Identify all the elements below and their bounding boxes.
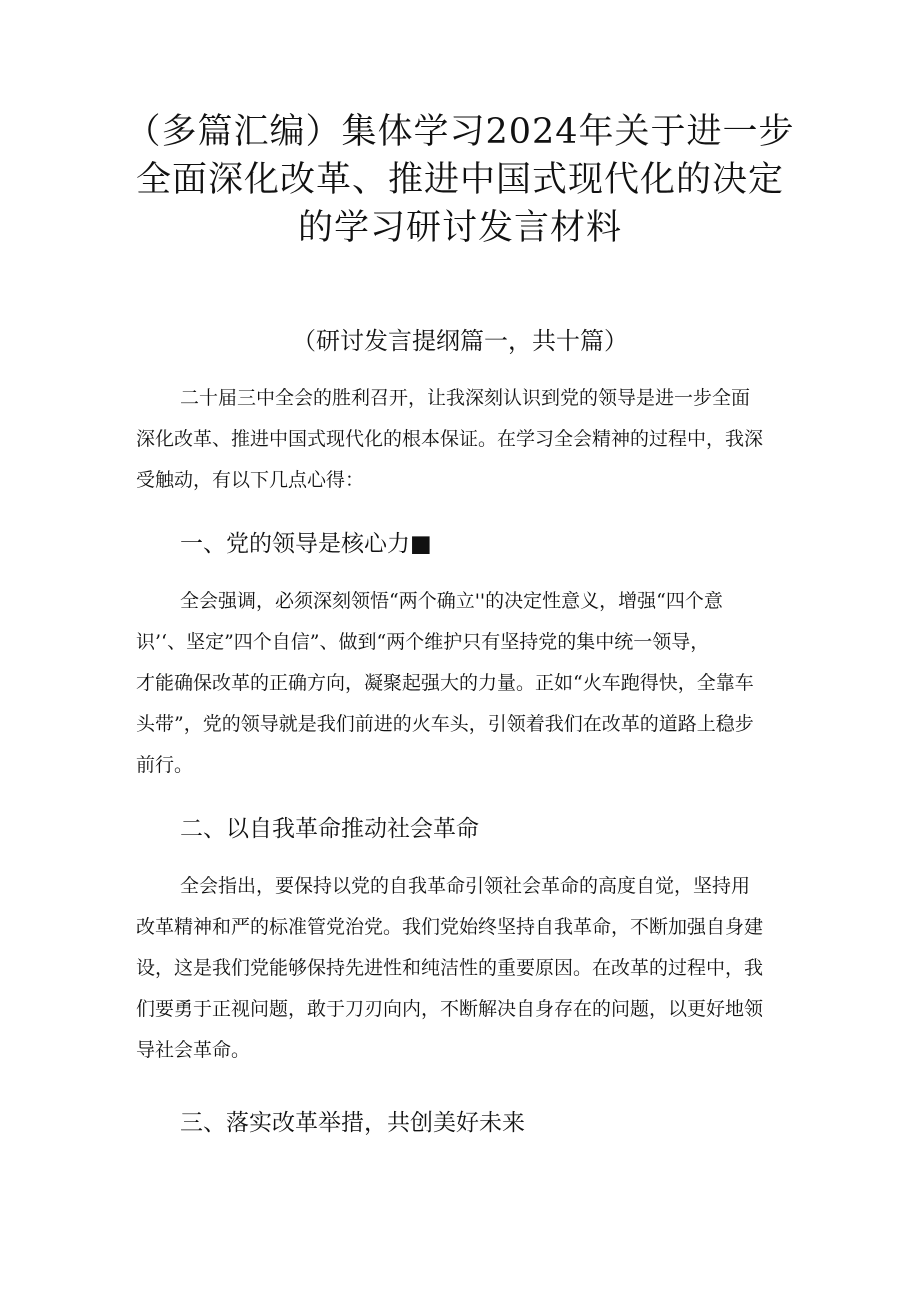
paragraph-line: 深化改革、推进中国式现代化的根本保证。在学习全会精神的过程中，我深: [136, 428, 764, 450]
paragraph-line: 设，这是我们党能够保持先进性和纯洁性的重要原因。在改革的过程中，我: [136, 957, 764, 979]
document-title: [100, 108, 820, 252]
paragraph-line: 识’‘、坚定”四个自信”、做到“两个维护只有坚持党的集中统一领导，: [136, 631, 710, 653]
section-heading-1: 一、党的领导是核心力■: [180, 531, 432, 557]
paragraph-line: 受触动，有以下几点心得：: [136, 469, 365, 491]
title-line: 全面深化改革、推进中国式现代化的决定: [135, 160, 784, 200]
paragraph-line: 导社会革命。: [136, 1039, 251, 1061]
section-heading-2: 二、以自我革命推动社会革命: [180, 816, 479, 842]
title-line: （多篇汇编）集体学习2024年关于进一步: [125, 112, 795, 152]
section-1-paragraph: [136, 581, 796, 786]
paragraph-line: 改革精神和严的标准管党治党。我们党始终坚持自我革命，不断加强自身建: [136, 916, 764, 938]
paragraph-line: 全会强调，必须深刻领悟“两个确立''的决定性意义，增强“四个意: [180, 590, 723, 612]
paragraph-line: 二十届三中全会的胜利召开，让我深刻认识到党的领导是进一步全面: [180, 387, 751, 409]
document-subtitle: （研讨发言提纲篇一，共十篇）: [292, 327, 628, 355]
intro-paragraph: [136, 378, 796, 501]
paragraph-line: 头带”，党的领导就是我们前进的火车头，引领着我们在改革的道路上稳步: [136, 713, 754, 735]
paragraph-line: 们要勇于正视问题，敢于刀刃向内，不断解决自身存在的问题，以更好地领: [136, 998, 764, 1020]
section-heading-3: 三、落实改革举措，共创美好未来: [180, 1110, 525, 1136]
paragraph-line: 前行。: [136, 754, 194, 776]
title-line: 的学习研讨发言材料: [297, 208, 622, 248]
paragraph-line: 才能确保改革的正确方向，凝聚起强大的力量。正如“火车跑得快，全靠车: [136, 672, 754, 694]
paragraph-line: 全会指出，要保持以党的自我革命引领社会革命的高度自觉，坚持用: [180, 875, 751, 897]
section-2-paragraph: [136, 866, 796, 1071]
